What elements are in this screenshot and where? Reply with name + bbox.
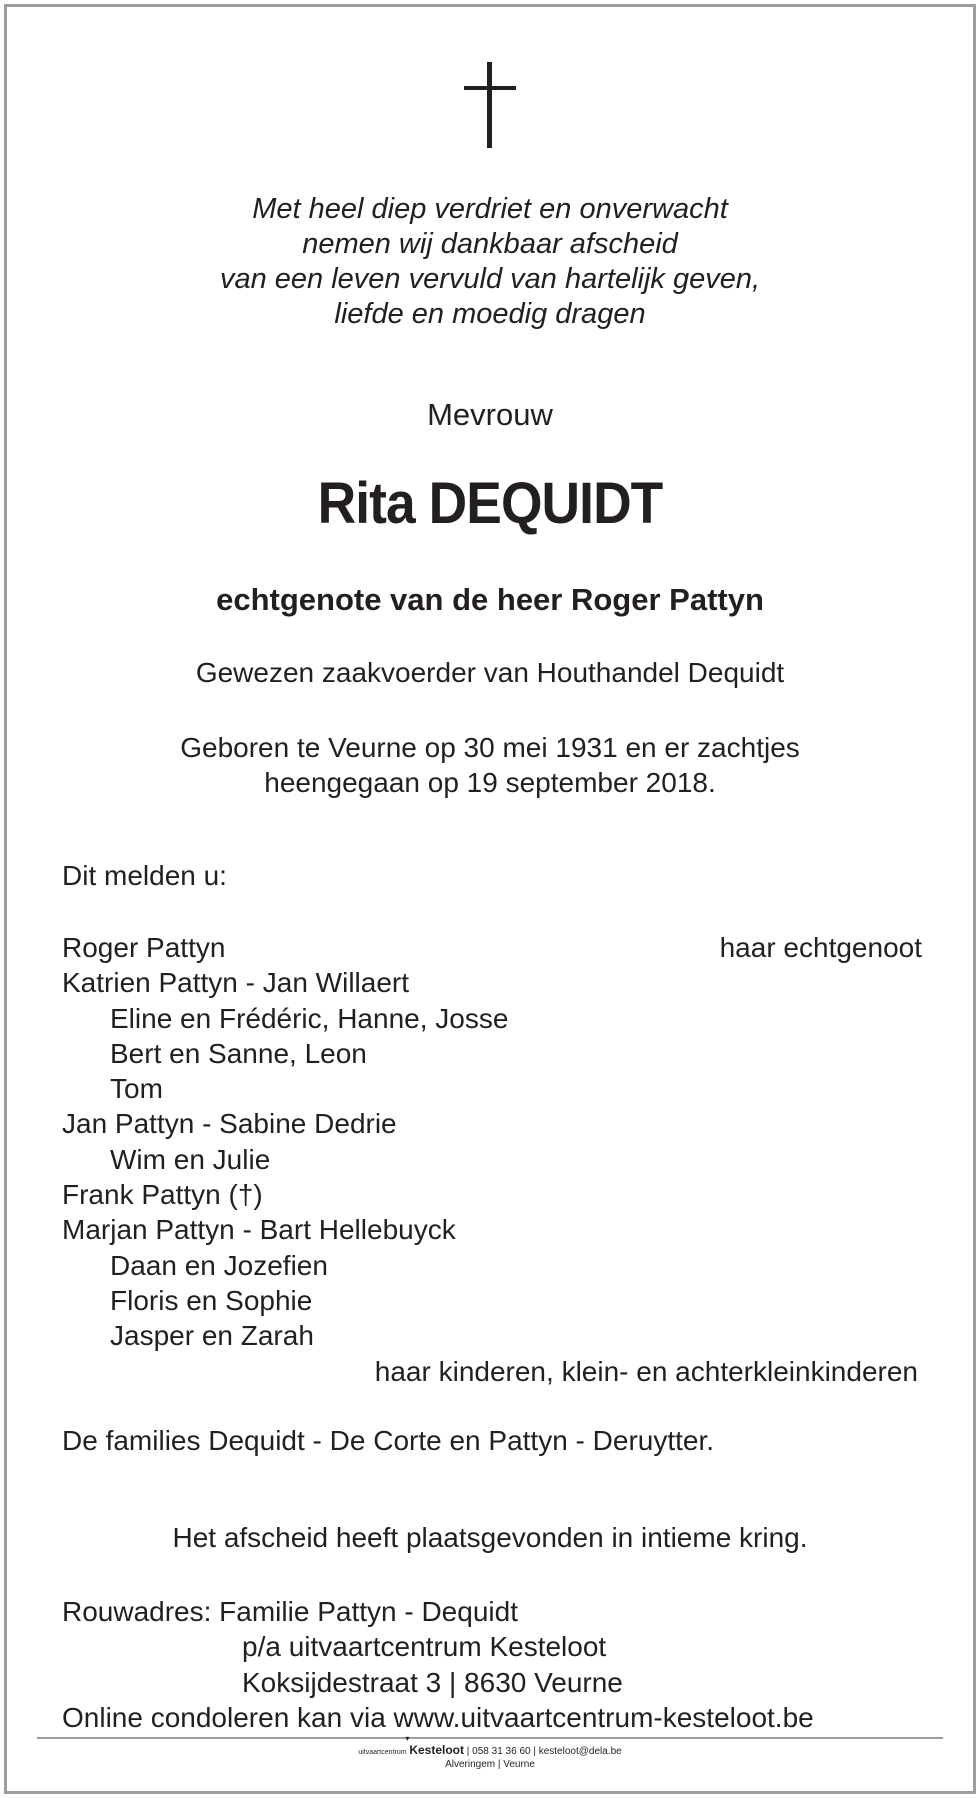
family-member-row	[62, 1036, 922, 1071]
birth-line: heengegaan op 19 september 2018.	[264, 767, 716, 798]
family-member-role: haar echtgenoot	[719, 932, 922, 963]
family-member-row	[62, 930, 922, 965]
address-block	[62, 1594, 814, 1735]
family-member-name: Eline en Frédéric, Hanne, Josse	[110, 1002, 509, 1034]
family-member-name: Wim en Julie	[110, 1143, 271, 1175]
cross-icon	[7, 62, 973, 162]
announce-line: Dit melden u:	[62, 860, 227, 891]
brand-prefix: uitvaartcentrum	[358, 1749, 407, 1756]
family-member-name: Katrien Pattyn - Jan Willaert	[62, 967, 410, 999]
funeral-home-footer	[7, 1734, 973, 1770]
families-line: De families Dequidt - De Corte en Pattyn - Deruytter.	[62, 1425, 715, 1456]
family-member-name: Tom	[110, 1073, 163, 1105]
family-summary: haar kinderen, klein- en achterkleinkinderen	[374, 1355, 918, 1387]
locations: Alveringem | Veurne	[445, 1759, 535, 1770]
family-member-row	[62, 1177, 922, 1212]
family-member-row	[62, 965, 922, 1000]
address-line: Rouwadres: Familie Pattyn - Dequidt	[62, 1596, 518, 1627]
family-member-name: Roger Pattyn	[62, 932, 226, 963]
family-member-row	[62, 1071, 922, 1106]
footer-divider	[37, 1737, 943, 1739]
intro-verse	[7, 192, 973, 332]
family-member-name: Marjan Pattyn - Bart Hellebuyck	[62, 1214, 456, 1246]
family-member-row	[62, 1318, 922, 1353]
family-member-name: Jasper en Zarah	[110, 1320, 314, 1352]
online-condolence-line: Online condoleren kan via www.uitvaartcentrum-kesteloot.be	[62, 1701, 814, 1733]
salutation: Mevrouw	[427, 397, 553, 432]
deceased-name: Rita DEQUIDT	[317, 471, 663, 536]
family-member-name: Frank Pattyn (†)	[62, 1179, 263, 1211]
birth-line: Geboren te Veurne op 30 mei 1931 en er zachtjes	[180, 732, 800, 763]
farewell-line: Het afscheid heeft plaatsgevonden in intieme kring.	[172, 1522, 808, 1553]
family-member-row	[62, 1106, 922, 1141]
brand-name: Kesteloot	[409, 1743, 465, 1757]
family-member-row	[62, 1248, 922, 1283]
birth-death-text	[7, 730, 973, 800]
contact-info: | 058 31 36 60 | kesteloot@dela.be	[466, 1746, 622, 1757]
logo-mark-icon: ▾	[405, 1734, 410, 1743]
intro-line: Met heel diep verdriet en onverwacht	[252, 193, 728, 225]
family-member-row	[62, 1283, 922, 1318]
intro-line: liefde en moedig dragen	[334, 298, 646, 330]
family-member-name: Floris en Sophie	[110, 1284, 313, 1316]
obituary-card	[4, 4, 976, 1794]
intro-line: van een leven vervuld van hartelijk geven,	[219, 263, 761, 295]
family-member-name: Jan Pattyn - Sabine Dedrie	[62, 1108, 397, 1140]
family-member-row	[62, 1001, 922, 1036]
family-member-name: Daan en Jozefien	[110, 1249, 328, 1281]
intro-line: nemen wij dankbaar afscheid	[302, 228, 678, 260]
brand-logo	[405, 1734, 465, 1757]
spouse-line: echtgenote van de heer Roger Pattyn	[216, 582, 764, 617]
family-member-row	[62, 1212, 922, 1247]
address-line: p/a uitvaartcentrum Kesteloot	[242, 1631, 607, 1663]
family-member-name: Bert en Sanne, Leon	[110, 1037, 367, 1069]
family-list	[62, 930, 922, 1389]
family-member-row	[62, 1142, 922, 1177]
occupation-line: Gewezen zaakvoerder van Houthandel Dequidt	[195, 657, 785, 688]
address-line: Koksijdestraat 3 | 8630 Veurne	[242, 1666, 623, 1698]
